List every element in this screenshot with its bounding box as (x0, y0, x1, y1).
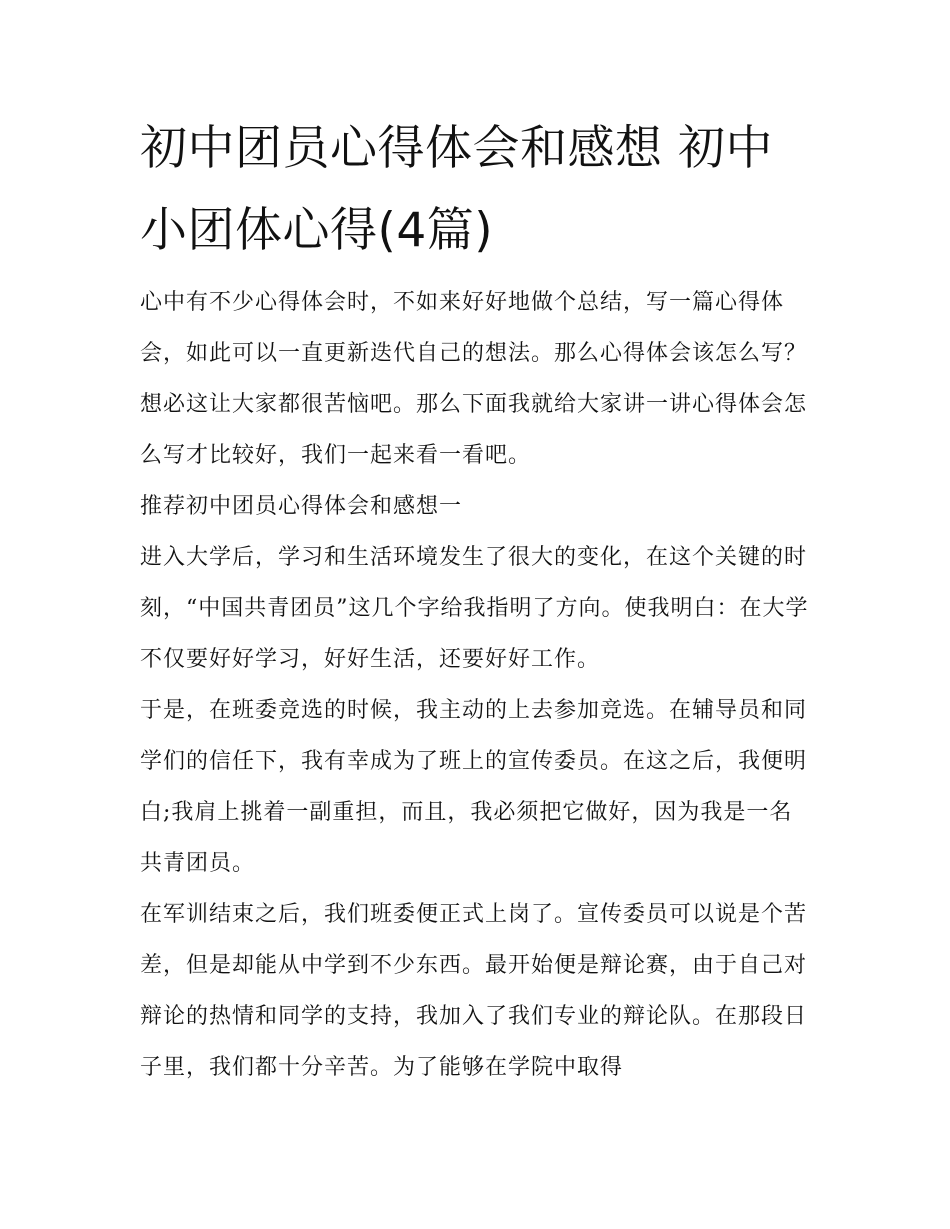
document-body (140, 277, 812, 1093)
paragraph-university: 进入大学后，学习和生活环境发生了很大的变化，在这个关键的时刻，“中国共青团员”这几个字给我指明了方向。使我明白：在大学不仅要好好学习，好好生活，还要好好工作。 (140, 545, 809, 672)
paragraph-intro: 心中有不少心得体会时，不如来好好地做个总结，写一篇心得体会，如此可以一直更新迭代自己的想法。那么心得体会该怎么写？想必这让大家都很苦恼吧。那么下面我就给大家讲一讲心得体会怎么写才比较好，我们一起来看一看吧。 (140, 290, 808, 468)
paragraph-section-heading: 推荐初中团员心得体会和感想一 (140, 494, 463, 519)
paragraph-election: 于是，在班委竞选的时候，我主动的上去参加竞选。在辅导员和同学们的信任下，我有幸成为了班上的宣传委员。在这之后，我便明白;我肩上挑着一副重担，而且，我必须把它做好，因为我是一名共青团员。 (140, 698, 808, 876)
document-page (140, 0, 812, 1229)
document-title: 初中团员心得体会和感想 初中小团体心得(4篇) (140, 121, 773, 258)
paragraph-debate: 在军训结束之后，我们班委便正式上岗了。宣传委员可以说是个苦差，但是却能从中学到不少东西。最开始便是辩论赛，由于自己对辩论的热情和同学的支持，我加入了我们专业的辩论队。在那段日子里，我们都十分辛苦。为了能够在学院中取得 (140, 902, 808, 1080)
